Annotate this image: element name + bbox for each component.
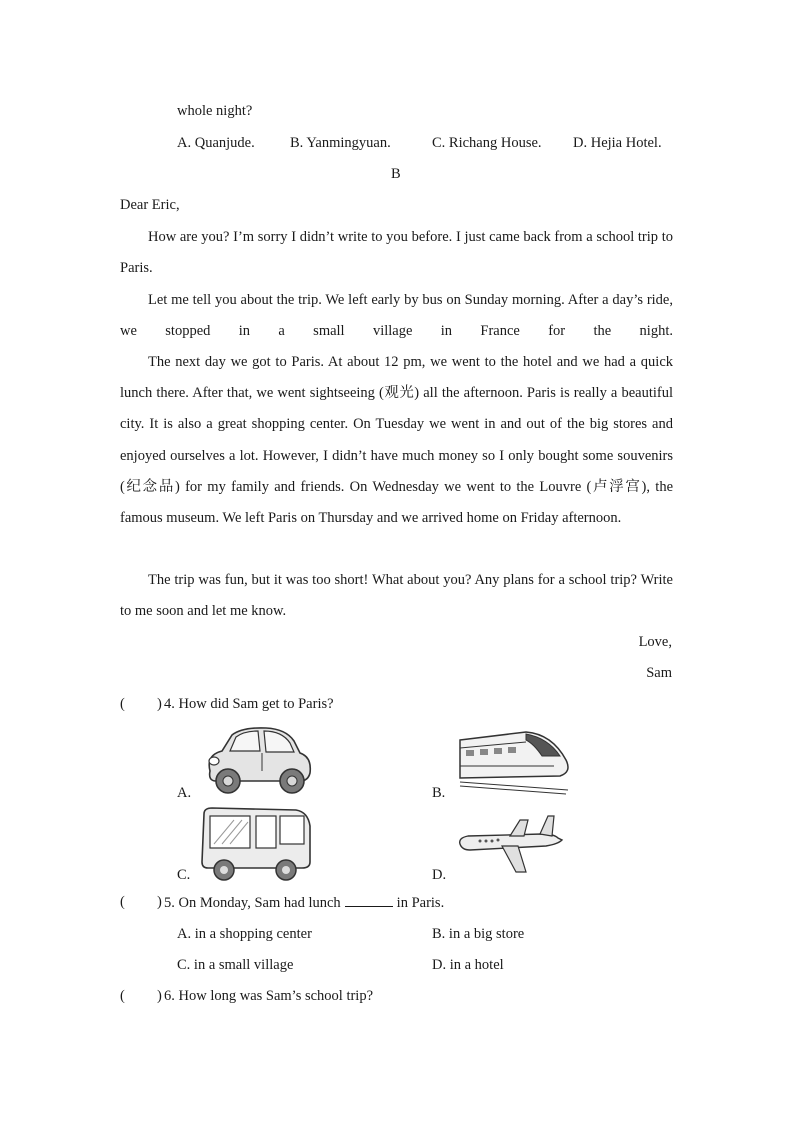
letter-paragraph: How are you? I’m sorry I didn’t write to you before. I just came back from a school trip to Paris.: [120, 229, 673, 277]
q5-option-b: B. in a big store: [432, 926, 525, 942]
question-5-text: [164, 894, 444, 912]
q3-option-d: D. Hejia Hotel.: [573, 135, 662, 151]
question-6-text: 6. How long was Sam’s school trip?: [164, 988, 374, 1004]
bus-icon: [198, 806, 314, 882]
question-4-text: 4. How did Sam get to Paris?: [164, 696, 334, 712]
letter-paragraph: The next day we got to Paris. At about 12 pm, we went to the hotel and we had a quick lunch there. After that, we went sightseeing (观光) all the afternoon. Paris is really a beautiful city. It is also a great shopping center. On Tuesday we went in and out of the big stores and enjoyed ourselves a lot. However, I didn’t have much money so I only bought some souvenirs (纪念品) for my family and friends. On Wednesday we went to the Louvre (卢浮宫), the famous museum. We left Paris on Thursday and we arrived home on Friday afternoon.: [120, 354, 673, 527]
q4-option-d-label: D.: [432, 867, 447, 883]
answer-bracket-open: (: [120, 696, 125, 712]
answer-bracket-open: (: [120, 988, 125, 1004]
q3-option-c: C. Richang House.: [432, 135, 542, 151]
q5-option-c: C. in a small village: [177, 957, 294, 973]
answer-bracket-close: ): [157, 696, 162, 712]
plane-icon: [454, 814, 566, 876]
q4-option-b-label: B.: [432, 785, 446, 801]
question-5-text-after: in Paris.: [396, 895, 445, 911]
answer-bracket-close: ): [157, 894, 162, 910]
letter-paragraph: Let me tell you about the trip. We left early by bus on Sunday morning. After a day’s ride, we stopped in a small village in France for the night.: [120, 292, 673, 340]
q3-question-tail: whole night?: [177, 103, 253, 119]
car-icon: [200, 725, 314, 797]
letter-paragraph: The trip was fun, but it was too short! What about you? Any plans for a school trip? Write to me soon and let me know.: [120, 572, 673, 620]
q5-option-d: D. in a hotel: [432, 957, 504, 973]
section-label: B: [391, 166, 401, 182]
answer-bracket-close: ): [157, 988, 162, 1004]
letter-signature: Sam: [646, 665, 672, 681]
letter-closing: Love,: [638, 634, 672, 650]
train-icon: [456, 726, 574, 796]
q4-option-a-label: A.: [177, 785, 192, 801]
question-5-text-before: 5. On Monday, Sam had lunch: [164, 895, 341, 911]
answer-blank: [345, 894, 393, 907]
q3-option-a: A. Quanjude.: [177, 135, 255, 151]
q3-option-b: B. Yanmingyuan.: [290, 135, 391, 151]
answer-bracket-open: (: [120, 894, 125, 910]
letter-greeting: Dear Eric,: [120, 197, 180, 213]
q5-option-a: A. in a shopping center: [177, 926, 312, 942]
q4-option-c-label: C.: [177, 867, 191, 883]
